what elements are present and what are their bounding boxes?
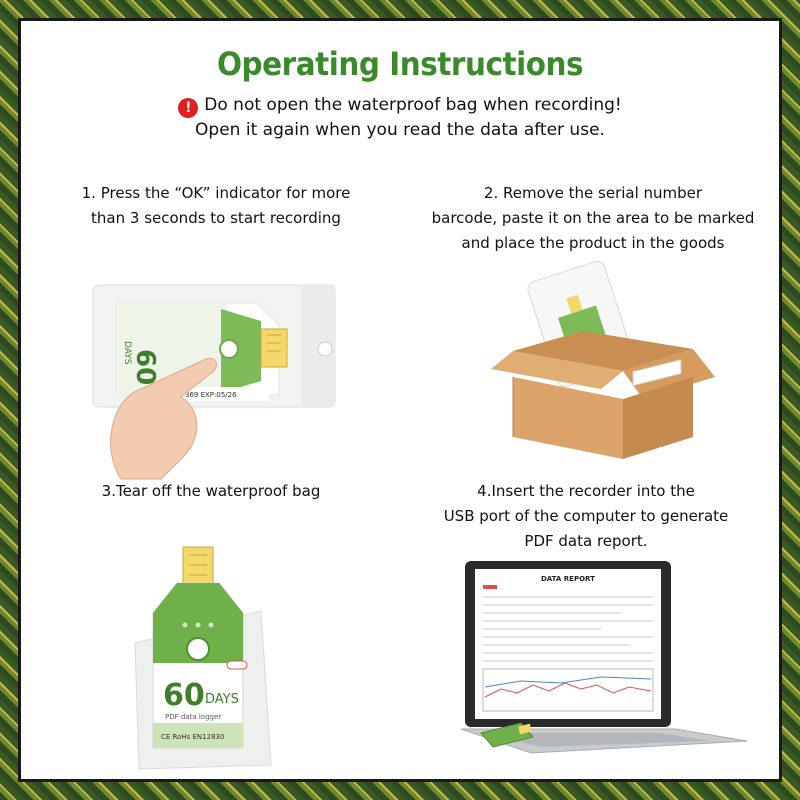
warning-line-1: Do not open the waterproof bag when recording! (204, 95, 622, 115)
step-4-line-2: USB port of the computer to generate (443, 507, 729, 525)
step-1-text (51, 181, 381, 231)
step-2-text (413, 181, 773, 256)
step-1-line-2: than 3 seconds to start recording (91, 209, 341, 227)
step-1-illustration (81, 279, 381, 489)
step-4-line-3: PDF data report. (524, 532, 648, 550)
step-2-line-3: and place the product in the goods (461, 234, 725, 252)
warning-notice (21, 93, 779, 143)
device-days-number: 60 (163, 678, 205, 713)
step-3-illustration (131, 543, 281, 775)
device-days-number: 60 (130, 349, 160, 386)
report-title: DATA REPORT (541, 575, 595, 583)
step-4-illustration (461, 557, 751, 757)
cardboard-box (513, 377, 623, 459)
warning-line-2: Open it again when you read the data after use. (195, 120, 605, 140)
hang-hole (318, 342, 332, 356)
device-days-unit: DAYS (122, 341, 132, 365)
step-2-line-2: barcode, paste it on the area to be marked (431, 209, 755, 227)
barcode-label: 369 EXP:05/26 (185, 391, 237, 399)
step-4-line-1: 4.Insert the recorder into the (477, 482, 695, 500)
ok-button (220, 340, 238, 358)
device-cert: CE RoHs EN12830 (161, 733, 225, 741)
instructions-page (21, 21, 779, 779)
device-days-unit: DAYS (205, 692, 239, 707)
step-3-line-1: 3.Tear off the waterproof bag (101, 482, 321, 500)
usb-connector (183, 547, 213, 587)
step-1-line-1: 1. Press the “OK” indicator for more (81, 184, 351, 202)
step-2-illustration (483, 259, 723, 469)
device-subtitle: PDF data logger (165, 713, 222, 721)
step-2-line-1: 2. Remove the serial number (483, 184, 703, 202)
ok-button (187, 638, 209, 660)
step-3-text (61, 479, 361, 504)
step-4-text (421, 479, 751, 554)
exclamation-icon: ! (178, 98, 198, 118)
page-title: Operating Instructions (216, 45, 584, 83)
